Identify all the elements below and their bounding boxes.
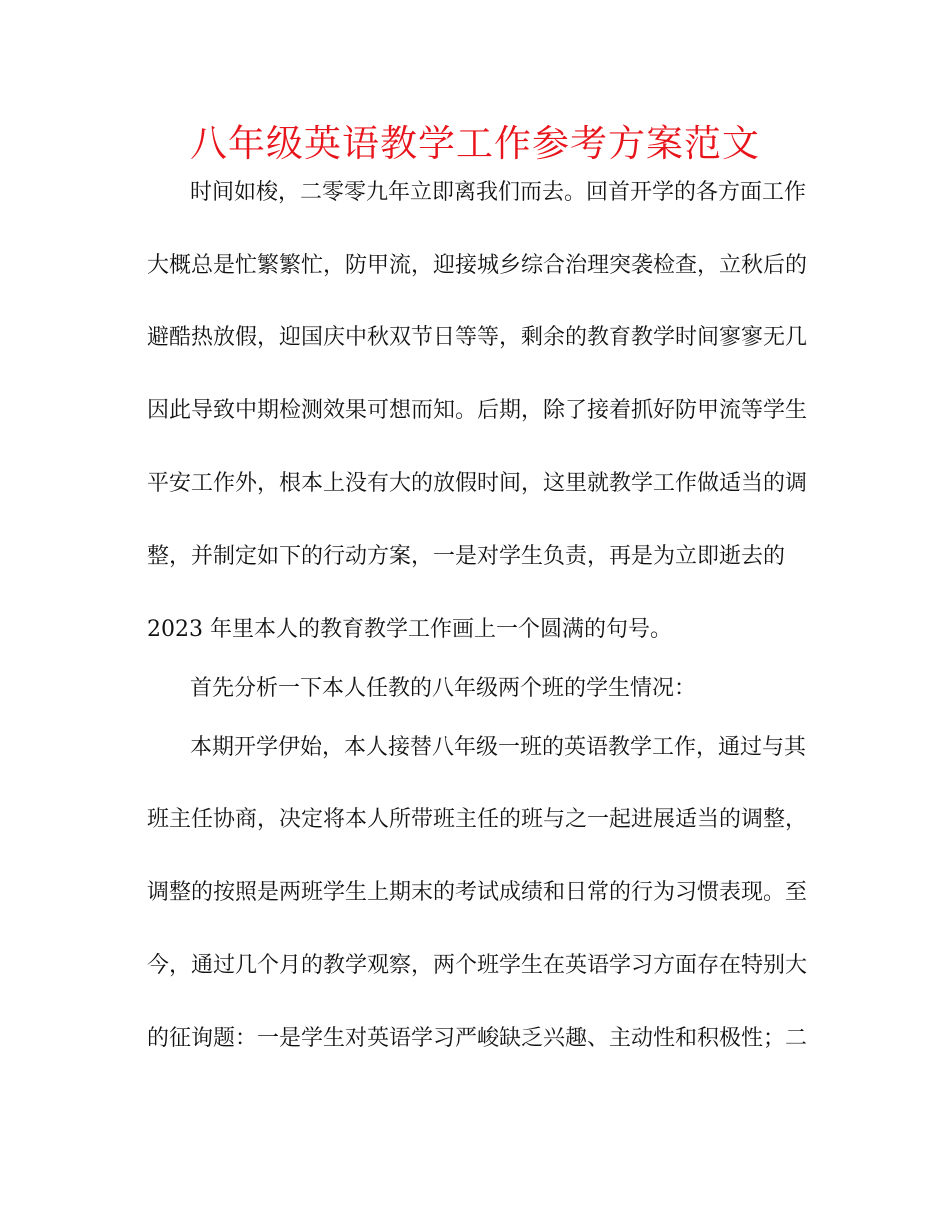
paragraph-line: 本期开学伊始，本人接替八年级一班的英语教学工作，通过与其 bbox=[190, 735, 807, 760]
document-title: 八年级英语教学工作参考方案范文 bbox=[190, 122, 760, 165]
paragraph-line: 首先分析一下本人任教的八年级两个班的学生情况： bbox=[190, 676, 697, 701]
paragraph-line: 2023 年里本人的教育教学工作画上一个圆满的句号。 bbox=[147, 617, 672, 642]
paragraph-line: 避酷热放假，迎国庆中秋双节日等等，剩余的教育教学时间寥寥无几 bbox=[147, 325, 808, 350]
paragraph-line: 今，通过几个月的教学观察，两个班学生在英语学习方面存在特别大 bbox=[147, 953, 808, 978]
paragraph-line: 调整的按照是两班学生上期末的考试成绩和日常的行为习惯表现。至 bbox=[147, 880, 808, 905]
paragraph-line: 平安工作外，根本上没有大的放假时间，这里就教学工作做适当的调 bbox=[147, 471, 808, 496]
paragraph-line: 整，并制定如下的行动方案，一是对学生负责，再是为立即逝去的 bbox=[147, 544, 786, 569]
paragraph-line: 班主任协商，决定将本人所带班主任的班与之一起进展适当的调整， bbox=[147, 807, 808, 832]
paragraph-line: 大概总是忙繁繁忙，防甲流，迎接城乡综合治理突袭检查，立秋后的 bbox=[147, 253, 808, 278]
paragraph-line: 的征询题：一是学生对英语学习严峻缺乏兴趣、主动性和积极性；二 bbox=[147, 1026, 808, 1051]
paragraph-line: 时间如梭，二零零九年立即离我们而去。回首开学的各方面工作 bbox=[190, 180, 807, 205]
paragraph-line: 因此导致中期检测效果可想而知。后期，除了接着抓好防甲流等学生 bbox=[147, 398, 808, 423]
